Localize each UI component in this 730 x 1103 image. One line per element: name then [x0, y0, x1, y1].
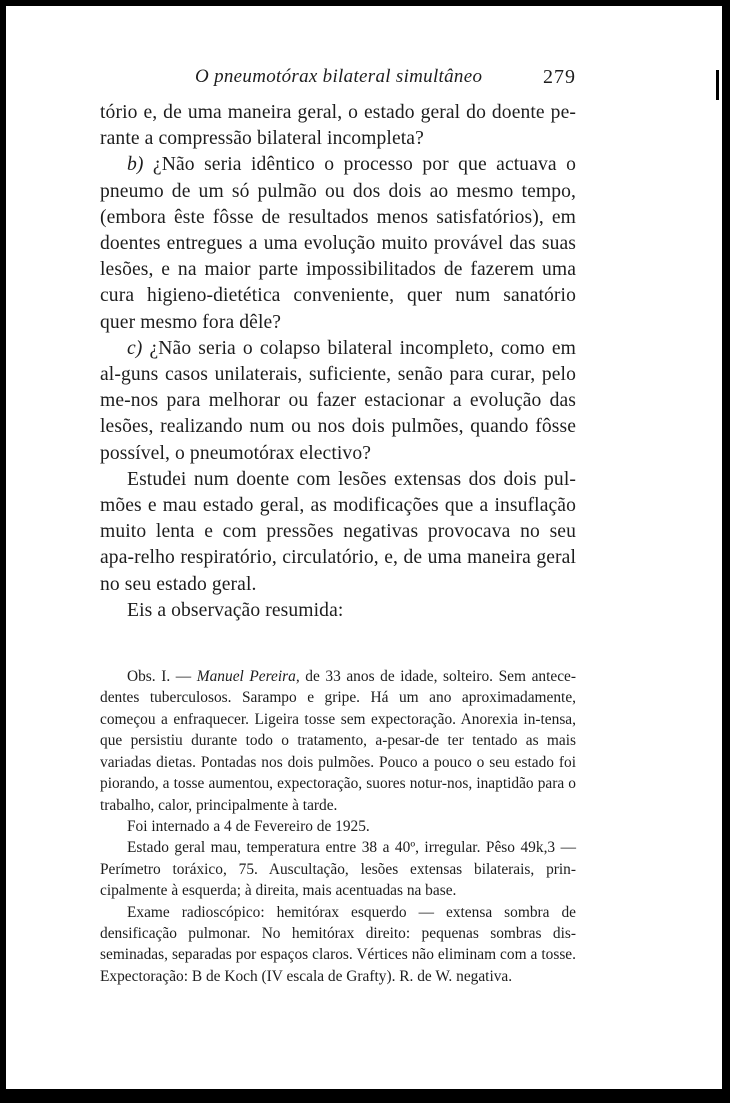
scan-artifact [716, 70, 719, 100]
question-text-b: ¿Não seria idêntico o processo por que actuava o pneumo de um só pulmão ou dos dois ao mesmo tempo, (embora êste fôsse de resultados menos satisfatórios), em doentes entregues a uma evolução muito provável das suas lesões, e na maior parte impossibilitados de fazerem uma cura higieno-dietética conveniente, quer num sanatório quer mesmo fora dêle? [100, 154, 576, 333]
patient-name: Manuel Pereira, [196, 668, 300, 686]
observation-paragraph-1 [100, 666, 576, 816]
paragraph-continuation: tório e, de uma maneira geral, o estado geral do doente pe-rante a compressão bilateral incompleta? [100, 102, 576, 150]
observation-prefix: Obs. I. — [127, 668, 197, 686]
paragraph-question-c [100, 336, 576, 467]
observation-block [100, 666, 576, 987]
page-number: 279 [543, 66, 576, 88]
body-text [100, 100, 576, 624]
question-text-c: ¿Não seria o colapso bilateral incompleto, como em al-guns casos unilaterais, suficiente, senão para curar, pelo me-nos para melhorar ou fazer estacionar a evolução das lesões, realizando num ou nos dois pulmões, quando fôsse possível, o pneumotórax electivo? [100, 337, 576, 464]
observation-paragraph-3: Estado geral mau, temperatura entre 38 a 40º, irregular. Pêso 49k,3 —Perímetro toráxico, 75. Auscultação, lesões extensas bilaterais, prin-cipalmente à esquerda; à direita, mais acentuadas na base. [100, 839, 576, 900]
page-header [100, 60, 576, 100]
question-label-b: b) [127, 154, 144, 176]
paragraph-intro-observation: Eis a observação resumida: [127, 599, 344, 621]
question-label-c: c) [127, 337, 143, 359]
paragraph-question-b [100, 152, 576, 335]
running-title: O pneumotórax bilateral simultâneo [195, 66, 483, 87]
paragraph-study: Estudei num doente com lesões extensas dos dois pul-mões e mau estado geral, as modificações que a insuflação muito lenta e com pressões negativas provocava no seu apa-relho respiratório, circulatório, e, de uma maneira geral no seu estado geral. [100, 468, 576, 595]
observation-history: de 33 anos de idade, solteiro. Sem antece-dentes tuberculosos. Sarampo e gripe. Há um ano aproximadamente, começou a enfraquecer. Ligeira tosse sem expectoração. Anorexia in-tensa, que persistiu durante todo o tratamento, a-pesar-de ter tentado as mais variadas dietas. Pontadas nos dois pulmões. Pouco a pouco o seu estado foi piorando, a tosse aumentou, expectoração, suores notur-nos, inaptidão para o trabalho, calor, principalmente à tarde. [100, 668, 576, 814]
book-page [100, 60, 576, 987]
observation-paragraph-2: Foi internado a 4 de Fevereiro de 1925. [127, 817, 370, 835]
observation-paragraph-4: Exame radioscópico: hemitórax esquerdo — extensa sombra de densificação pulmonar. No hemitórax direito: pequenas sombras dis-seminadas, separadas por espaços claros. Vértices não eliminam com a tosse. Expectoração: B de Koch (IV escala de Grafty). R. de W. negativa. [100, 903, 576, 985]
